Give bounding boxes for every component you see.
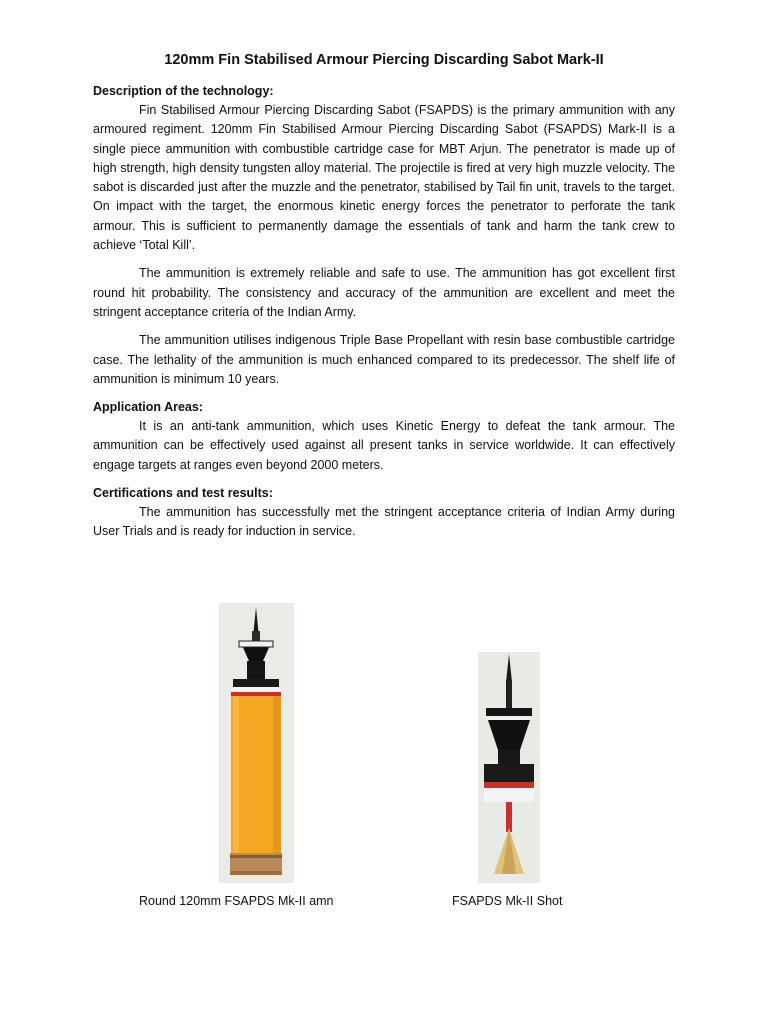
figure-caption: Round 120mm FSAPDS Mk-II amn — [139, 894, 334, 908]
paragraph: The ammunition is extremely reliable and safe to use. The ammunition has got excellent first round hit probability. The consistency and accuracy of the ammunition are excellent and meet the stringent acceptance criteria of the Indian Army. — [93, 266, 675, 319]
shot-illustration — [478, 652, 540, 883]
paragraph: It is an anti-tank ammunition, which uses Kinetic Energy to defeat the tank armour. The ammunition can be effectively used against all present tanks in service worldwide. It can effectively engage targets at ranges even beyond 2000 meters. — [93, 419, 675, 472]
section-heading: Description of the technology: — [93, 84, 274, 98]
section-description — [93, 82, 675, 389]
section-heading: Certifications and test results: — [93, 486, 273, 501]
document-title: 120mm Fin Stabilised Armour Piercing Discarding Sabot Mark-II — [164, 52, 604, 68]
round-illustration — [219, 603, 294, 883]
paragraph: Fin Stabilised Armour Piercing Discarding Sabot (FSAPDS) is the primary ammunition with any armoured regiment. 120mm Fin Stabilised Armour Piercing Discarding Sabot (FSAPDS) Mark-II is a single piece ammunition with combustible cartridge case for MBT Arjun. The penetrator is made up of high strength, high density tungsten alloy material. The projectile is fired at very high muzzle velocity. The sabot is discarded just after the muzzle and the penetrator, stabilised by Tail fin unit, travels to the target. On impact with the target, the enormous kinetic energy forces the penetrator to perforate the tank armour. This is sufficient to permanently damage the essentials of tank and harm the tank crew to achieve ‘Total Kill’. — [93, 103, 675, 253]
paragraph: The ammunition utilises indigenous Triple Base Propellant with resin base combustible cartridge case. The lethality of the ammunition is much enhanced compared to its predecessor. The shelf life of ammunition is minimum 10 years. — [93, 333, 675, 386]
round-image — [219, 603, 294, 883]
section-heading: Application Areas: — [93, 400, 203, 415]
section-certifications — [93, 484, 675, 542]
paragraph: The ammunition has successfully met the stringent acceptance criteria of Indian Army during User Trials and is ready for induction in service. — [93, 505, 675, 539]
document-body — [93, 52, 675, 551]
shot-image — [478, 652, 540, 883]
figure-caption: FSAPDS Mk-II Shot — [452, 894, 563, 908]
section-application — [93, 398, 675, 475]
